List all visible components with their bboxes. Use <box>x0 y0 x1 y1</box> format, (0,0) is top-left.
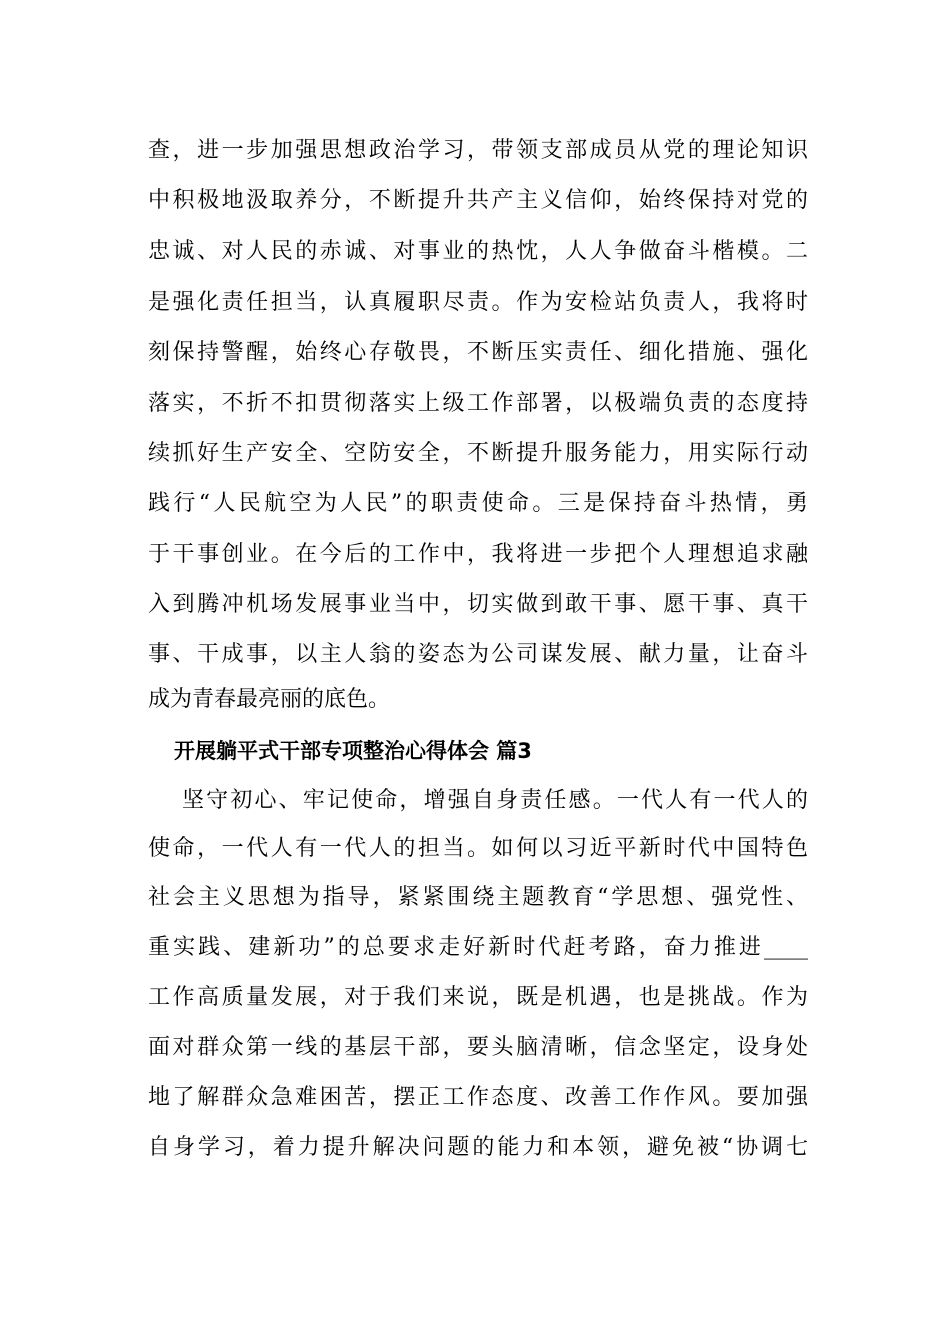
paragraph-line: 践行“人民航空为人民”的职责使命。三是保持奋斗热情，勇 <box>148 491 808 516</box>
paragraph-line: 面对群众第一线的基层干部，要头脑清晰，信念坚定，设身处 <box>148 1035 808 1060</box>
paragraph-line: 自身学习，着力提升解决问题的能力和本领，避免被“协调七 <box>148 1135 808 1160</box>
paragraph-line: 入到腾冲机场发展事业当中，切实做到敢干事、愿干事、真干 <box>148 592 808 617</box>
section-heading: 开展躺平式干部专项整治心得体会 篇3 <box>174 739 532 763</box>
paragraph-line: 是强化责任担当，认真履职尽责。作为安检站负责人，我将时 <box>148 290 808 315</box>
paragraph-line: 续抓好生产安全、空防安全，不断提升服务能力，用实际行动 <box>148 441 808 466</box>
paragraph-line: 查，进一步加强思想政治学习，带领支部成员从党的理论知识 <box>148 138 808 163</box>
paragraph-line: 中积极地汲取养分，不断提升共产主义信仰，始终保持对党的 <box>148 188 808 213</box>
paragraph-line: 刻保持警醒，始终心存敬畏，不断压实责任、细化措施、强化 <box>148 340 808 365</box>
paragraph-line: 于干事创业。在今后的工作中，我将进一步把个人理想追求融 <box>148 542 808 567</box>
paragraph-line: 事、干成事，以主人翁的姿态为公司谋发展、献力量，让奋斗 <box>148 642 808 667</box>
paragraph-line: 坚守初心、牢记使命，增强自身责任感。一代人有一代人的 <box>182 788 808 813</box>
paragraph-line: 地了解群众急难困苦，摆正工作态度、改善工作作风。要加强 <box>148 1085 808 1110</box>
paragraph-line: 工作高质量发展，对于我们来说，既是机遇，也是挑战。作为 <box>148 985 808 1010</box>
paragraph-line: 落实，不折不扣贯彻落实上级工作部署，以极端负责的态度持 <box>148 391 808 416</box>
paragraph-line: 社会主义思想为指导，紧紧围绕主题教育“学思想、强党性、 <box>148 885 808 910</box>
paragraph-line: 忠诚、对人民的赤诚、对事业的热忱，人人争做奋斗楷模。二 <box>148 239 808 264</box>
paragraph-line: 使命，一代人有一代人的担当。如何以习近平新时代中国特色 <box>148 836 808 861</box>
paragraph-line: 重实践、建新功”的总要求走好新时代赶考路，奋力推进____ <box>148 935 808 960</box>
paragraph-line: 成为青春最亮丽的底色。 <box>148 687 391 712</box>
